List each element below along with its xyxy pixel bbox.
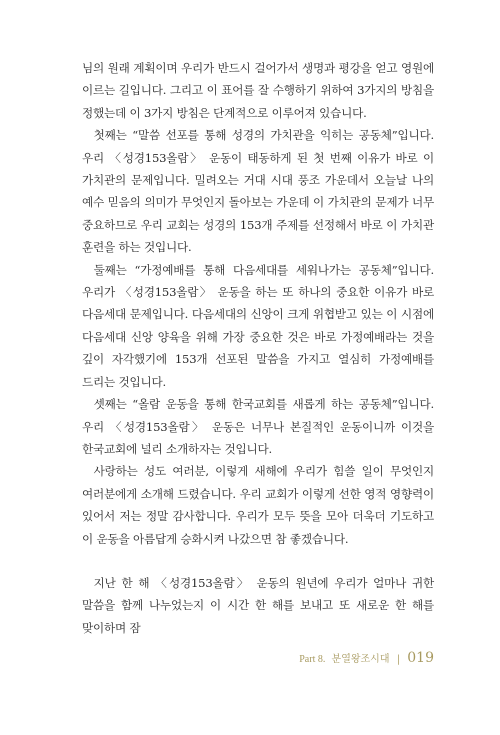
page-number: 019 [407, 650, 434, 666]
body-text [82, 57, 434, 639]
paragraph-closing: 사랑하는 성도 여러분, 이렇게 새해에 우리가 힘쓸 일이 무엇인지 여러분에게 소개해 드렸습니다. 우리 교회가 이렇게 선한 영적 영향력이 있어서 저는 정말 감사합니다. 우리가 모두 뜻을 모아 더욱더 기도하고 이 운동을 아름답게 승화시켜 나갔으면 참 좋겠습니다. [82, 464, 434, 546]
paragraph-first-policy: 첫째는 “말씀 선포를 통해 성경의 가치관을 익히는 공동체”입니다. 우리 〈성경153올람〉 운동이 태동하게 된 첫 번째 이유가 바로 이 가치관의 문제입니다. 밀려오는 거대 시대 풍조 가운데서 오늘날 나의 예수 믿음의 의미가 무엇인지 돌아보는 가운데 이 가치관의 문제가 너무 중요하므로 우리 교회는 성경의 153개 주제를 선정해서 바로 이 가치관 훈련을 하는 것입니다. [82, 128, 434, 255]
footer-part-label: Part 8. [299, 654, 326, 665]
section-gap [82, 550, 434, 572]
footer-separator: | [396, 654, 401, 665]
paragraph-second-policy: 둘째는 “가정예배를 통해 다음세대를 세워나가는 공동체”입니다. 우리가 〈성경153올람〉 운동을 하는 또 하나의 중요한 이유가 바로 다음세대 문제입니다. 다음세대의 신앙이 크게 위협받고 있는 이 시점에 다음세대 신앙 양육을 위해 가장 중요한 것은 바로 가정예배라는 것을 깊이 자각했기에 153개 선포된 말씀을 가지고 열심히 가정예배를 드리는 것입니다. [82, 262, 434, 389]
paragraph-next-section: 지난 한 해 〈성경153올람〉 운동의 원년에 우리가 얼마나 귀한 말씀을 함께 나누었는지 이 시간 한 해를 보내고 또 새로운 한 해를 맞이하며 잠 [82, 575, 434, 635]
page-footer [299, 650, 434, 666]
paragraph-continuation: 님의 원래 계획이며 우리가 반드시 걸어가서 생명과 평강을 얻고 영원에 이르는 길입니다. 그리고 이 표어를 잘 수행하기 위하여 3가지의 방침을 정했는데 이 3가지 방침은 단계적으로 이루어져 있습니다. [82, 61, 434, 120]
footer-chapter-title: 분열왕조시대 [331, 654, 390, 665]
paragraph-third-policy: 셋째는 “올람 운동을 통해 한국교회를 새롭게 하는 공동체”입니다. 우리 〈성경153올람〉 운동은 너무나 본질적인 운동이니까 이것을 한국교회에 널리 소개하자는 것입니다. [82, 397, 434, 456]
